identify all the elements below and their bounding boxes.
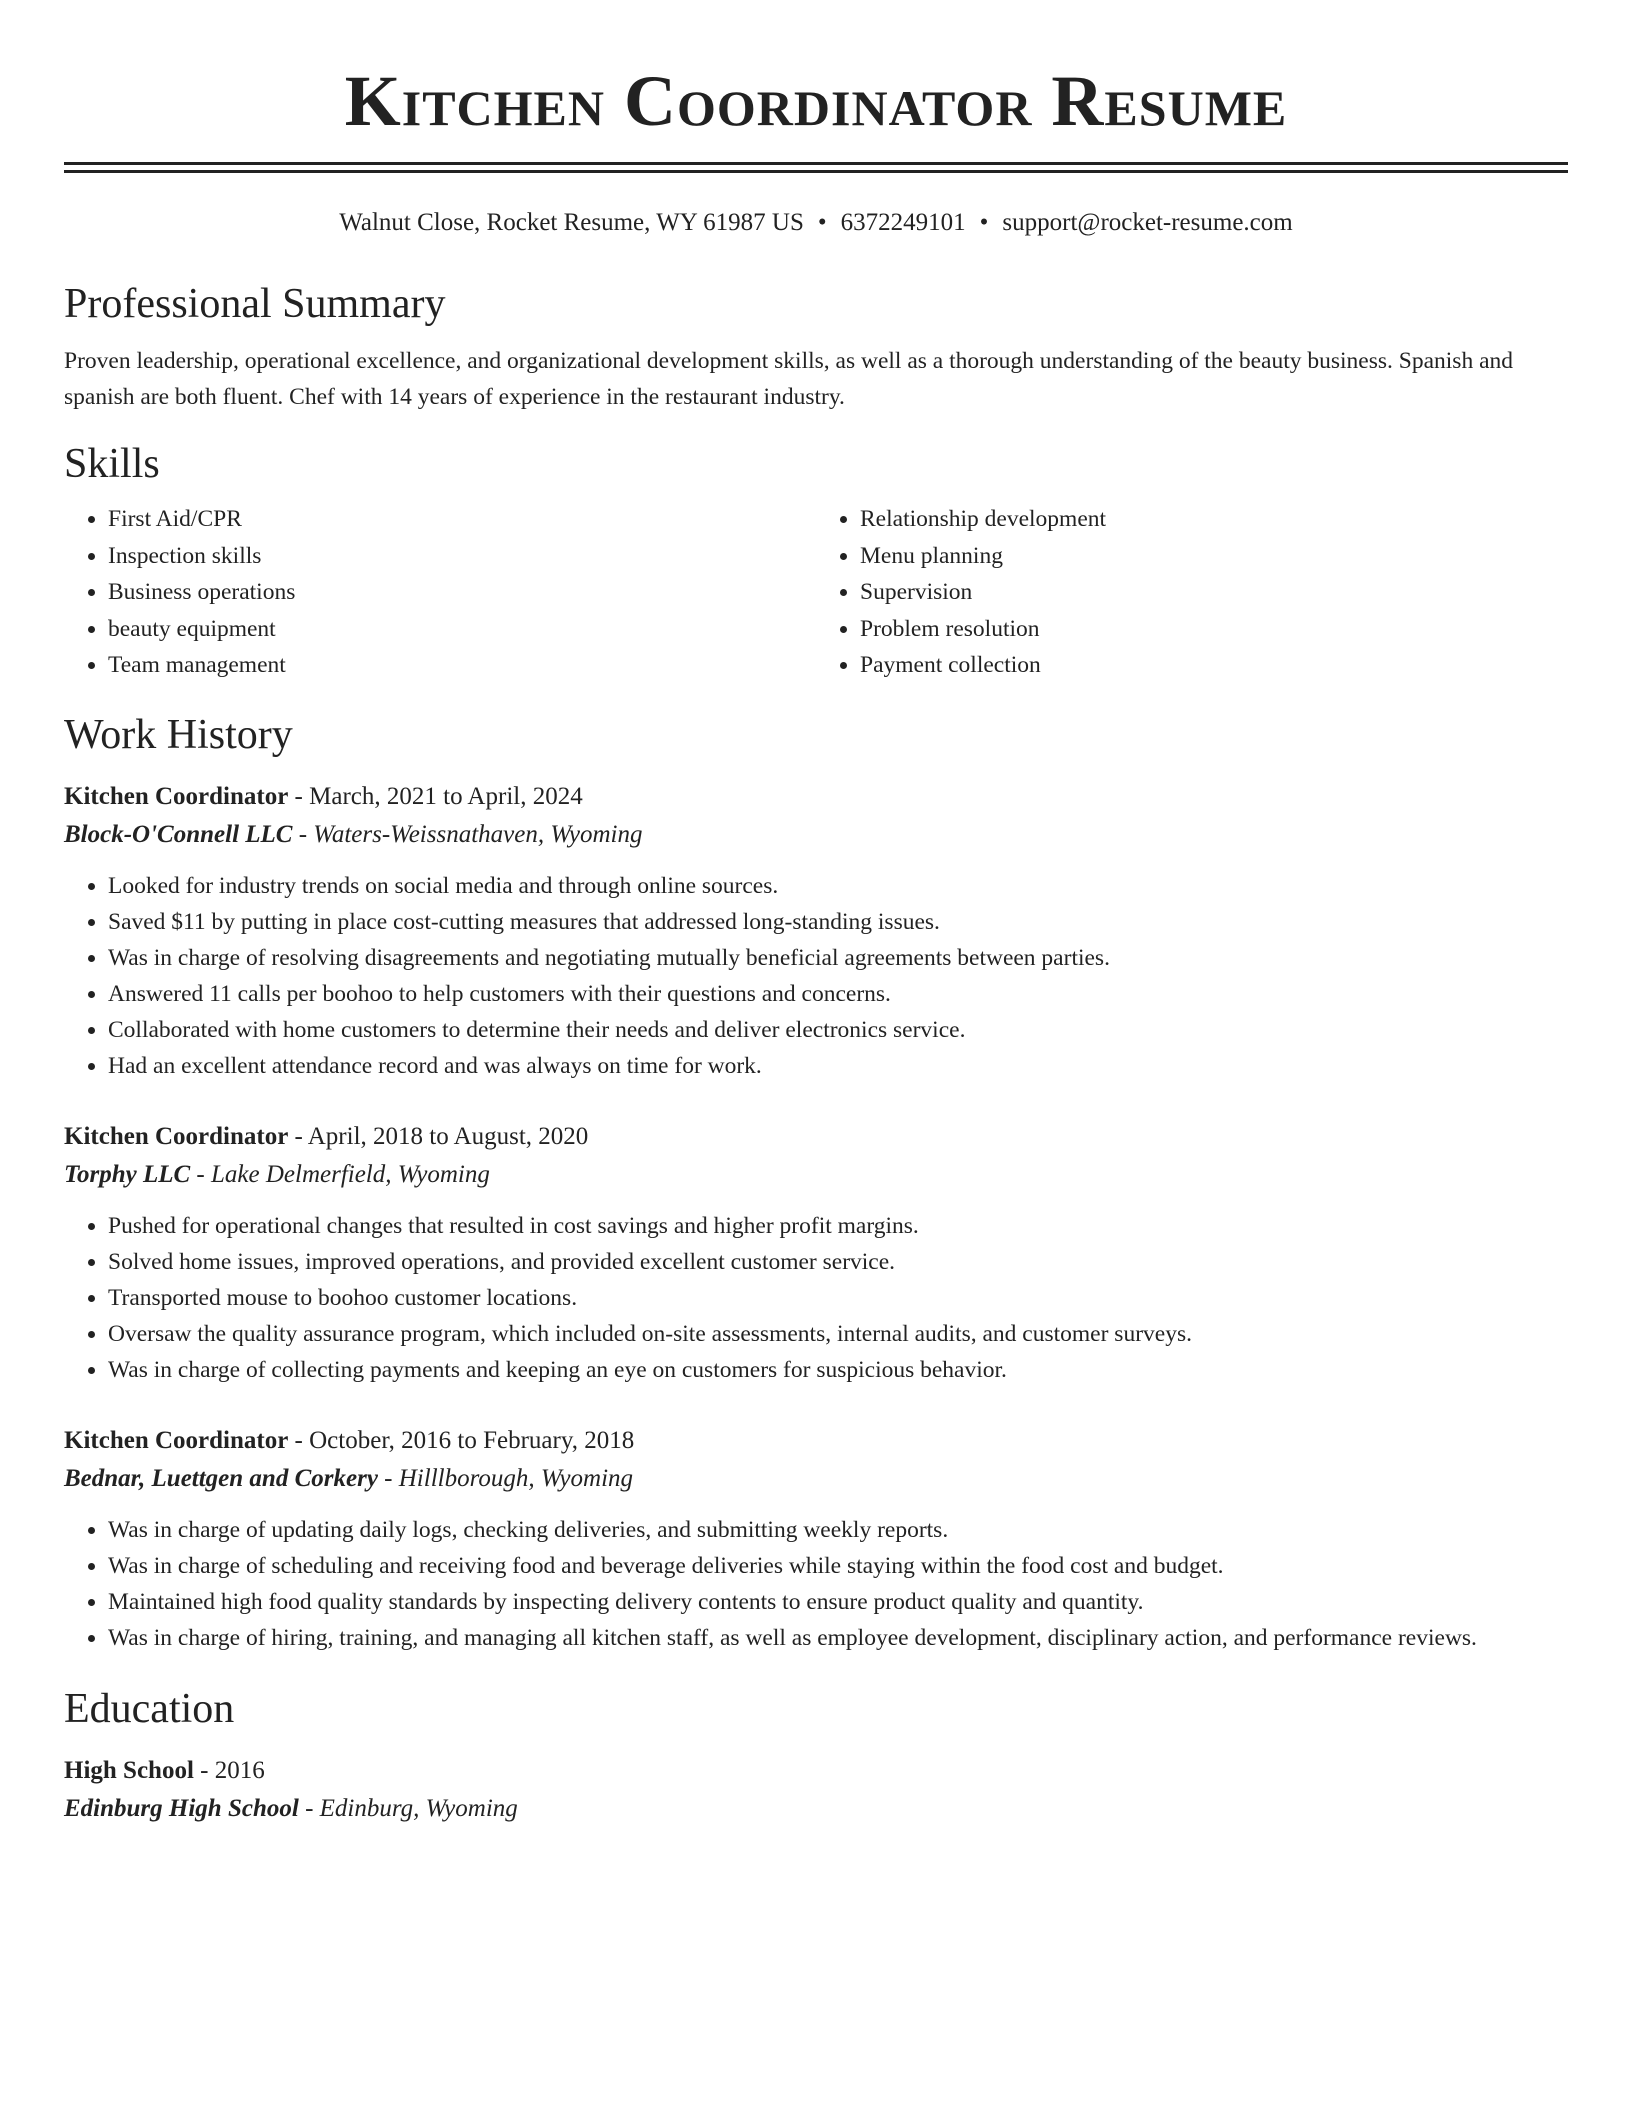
- job-role: Kitchen Coordinator: [64, 1426, 289, 1454]
- duty-item: • Maintained high food quality standards by inspecting delivery contents to ensure product quality and quantity.: [108, 1584, 1568, 1620]
- job-header: [64, 1422, 1568, 1460]
- education-header: [64, 1752, 1568, 1790]
- education-location: - Edinburg, Wyoming: [298, 1794, 518, 1822]
- job-dates: - March, 2021 to April, 2024: [288, 782, 583, 810]
- skill-item: • Problem resolution: [860, 611, 1568, 648]
- duty-item: • Pushed for operational changes that resulted in cost savings and higher profit margins.: [108, 1208, 1568, 1244]
- skill-item: • Relationship development: [860, 501, 1568, 538]
- education-institution: [64, 1790, 1568, 1828]
- job-employer: [64, 816, 1568, 854]
- title-divider-bottom: [64, 170, 1568, 173]
- education-entry: [64, 1752, 1568, 1828]
- title-divider-top: [64, 162, 1568, 165]
- duty-item: • Answered 11 calls per boohoo to help customers with their questions and concerns.: [108, 976, 1568, 1012]
- education-heading: Education: [64, 1685, 235, 1732]
- job-duties: [64, 868, 1568, 1084]
- job-location: - Hilllborough, Wyoming: [377, 1464, 634, 1492]
- skills-heading: Skills: [64, 441, 160, 487]
- skills-column-left: [64, 501, 816, 684]
- duty-item: • Looked for industry trends on social media and through online sources.: [108, 868, 1568, 904]
- job-duties: [64, 1208, 1568, 1388]
- job-entry: [64, 1422, 1568, 1656]
- job-entry: [64, 1118, 1568, 1388]
- contact-email: support@rocket-resume.com: [1002, 209, 1293, 236]
- skill-item: • Inspection skills: [108, 538, 816, 575]
- job-role: Kitchen Coordinator: [64, 782, 289, 810]
- duty-item: • Was in charge of collecting payments and keeping an eye on customers for suspicious behavior.: [108, 1352, 1568, 1388]
- duty-item: • Was in charge of resolving disagreements and negotiating mutually beneficial agreements between parties.: [108, 940, 1568, 976]
- job-header: [64, 778, 1568, 816]
- job-employer: [64, 1460, 1568, 1498]
- job-company: Bednar, Luettgen and Corkery: [64, 1464, 378, 1492]
- contact-address: Walnut Close, Rocket Resume, WY 61987 US: [339, 209, 804, 236]
- job-location: - Lake Delmerfield, Wyoming: [190, 1160, 490, 1188]
- duty-item: • Had an excellent attendance record and was always on time for work.: [108, 1048, 1568, 1084]
- contact-phone: 6372249101: [840, 209, 966, 236]
- contact-separator: •: [817, 209, 827, 236]
- job-company: Block-O'Connell LLC: [64, 820, 293, 848]
- duty-item: • Was in charge of hiring, training, and managing all kitchen staff, as well as employee development, disciplinary action, and performance reviews.: [108, 1620, 1568, 1656]
- duty-item: • Transported mouse to boohoo customer locations.: [108, 1280, 1568, 1316]
- duty-item: • Was in charge of scheduling and receiving food and beverage deliveries while staying within the food cost and budget.: [108, 1548, 1568, 1584]
- job-dates: - April, 2018 to August, 2020: [288, 1122, 589, 1150]
- job-entry: [64, 778, 1568, 1084]
- work-history-heading: Work History: [64, 711, 293, 758]
- duty-item: • Oversaw the quality assurance program, which included on-site assessments, internal audits, and customer surveys.: [108, 1316, 1568, 1352]
- skill-item: • Payment collection: [860, 647, 1568, 684]
- contact-line: [64, 207, 1568, 239]
- duty-item: • Solved home issues, improved operations, and provided excellent customer service.: [108, 1244, 1568, 1280]
- skill-item: • Business operations: [108, 574, 816, 611]
- skills-column-right: [816, 501, 1568, 684]
- summary-heading: Professional Summary: [64, 281, 446, 327]
- skill-item: • Supervision: [860, 574, 1568, 611]
- job-duties: [64, 1512, 1568, 1656]
- job-location: - Waters-Weissnathaven, Wyoming: [292, 820, 643, 848]
- duty-item: • Was in charge of updating daily logs, checking deliveries, and submitting weekly reports.: [108, 1512, 1568, 1548]
- skill-item: • beauty equipment: [108, 611, 816, 648]
- skill-item: • First Aid/CPR: [108, 501, 816, 538]
- job-role: Kitchen Coordinator: [64, 1122, 289, 1150]
- education-year: - 2016: [193, 1756, 265, 1784]
- skill-item: • Team management: [108, 647, 816, 684]
- skills-list: [64, 501, 1568, 684]
- duty-item: • Collaborated with home customers to determine their needs and deliver electronics service.: [108, 1012, 1568, 1048]
- job-dates: - October, 2016 to February, 2018: [288, 1426, 635, 1454]
- job-header: [64, 1118, 1568, 1156]
- contact-separator: •: [979, 209, 989, 236]
- job-employer: [64, 1156, 1568, 1194]
- summary-text: Proven leadership, operational excellence, and organizational development skills, as well as a thorough understanding of the beauty business. Spanish and spanish are both fluent. Chef with 14 years of experience in the restaurant industry.: [64, 348, 1514, 410]
- education-degree: High School: [64, 1756, 194, 1784]
- education-school: Edinburg High School: [64, 1794, 299, 1822]
- job-company: Torphy LLC: [64, 1160, 191, 1188]
- skill-item: • Menu planning: [860, 538, 1568, 575]
- duty-item: • Saved $11 by putting in place cost-cutting measures that addressed long-standing issues.: [108, 904, 1568, 940]
- page-title: Kitchen Coordinator Resume: [344, 61, 1288, 141]
